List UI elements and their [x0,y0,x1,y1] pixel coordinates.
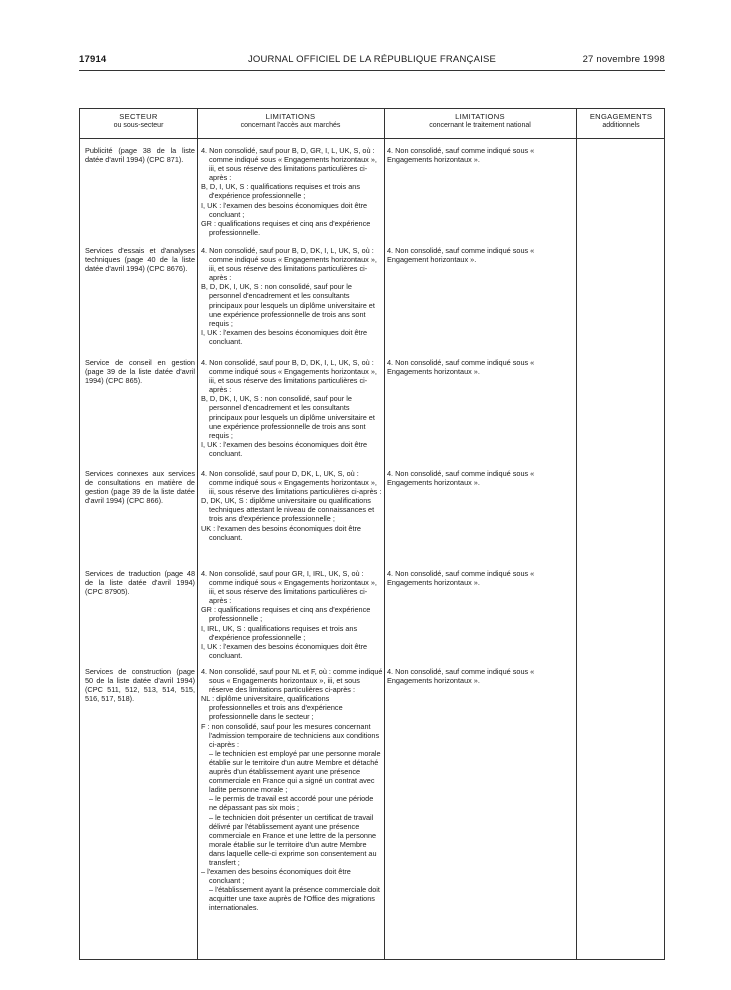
sector-cell: Service de conseil en gestion (page 39 de la liste datée d'avril 1994) (CPC 865). [85,358,195,386]
sector-cell: Services d'essais et d'analyses techniques (page 40 de la liste datée d'avril 1994) (CPC 8676). [85,246,195,274]
header-rule [79,70,665,71]
column-header-additional-commitments: ENGAGEMENTS additionnels [589,112,653,129]
schedule-table [79,108,665,960]
national-treatment-cell: 4. Non consolidé, sauf comme indiqué sous « Engagements horizontaux ». [387,358,535,377]
sector-cell: Services connexes aux services de consultations en matière de gestion (page 39 de la liste datée d'avril 1994) (CPC 866). [85,469,195,506]
national-treatment-cell: 4. Non consolidé, sauf comme indiqué sous « Engagements horizontaux ». [387,469,535,488]
market-access-cell: 4. Non consolidé, sauf pour D, DK, L, UK, S, où : comme indiqué sous « Engagements horizontaux », iii, sous réserve des limitations particulières ci-après : D, DK, UK, S : diplôme universitaire ou qualifications techniques attestant le niveau de connaissances et trois ans d'expérience professionnelle ; UK : l'examen des besoins économiques doit être concluant. [201,469,382,542]
column-header-national-treatment: LIMITATIONS concernant le traitement national [429,112,531,129]
column-divider [576,109,577,959]
market-access-cell: 4. Non consolidé, sauf pour B, D, DK, I, L, UK, S, où : comme indiqué sous « Engagements horizontaux », iii, et sous réserve des limitations particulières ci-après : B, D, DK, I, UK, S : non consolidé, sauf pour le personnel d'encadrement et les consultants principaux pour lesquels un diplôme universitaire et une expérience professionnelle de trois ans sont requis ; I, UK : l'examen des besoins économiques doit être concluant. [201,246,377,346]
header-divider [80,138,664,139]
sector-cell: Publicité (page 38 de la liste datée d'avril 1994) (CPC 871). [85,146,195,165]
journal-title: JOURNAL OFFICIEL DE LA RÉPUBLIQUE FRANÇAISE [247,54,497,65]
column-header-market-access: LIMITATIONS concernant l'accès aux marchés [240,112,341,129]
sector-cell: Services de construction (page 50 de la liste datée d'avril 1994) (CPC 511, 512, 513, 514, 515, 516, 517, 518). [85,667,195,704]
market-access-cell: 4. Non consolidé, sauf pour B, D, GR, I, L, UK, S, où : comme indiqué sous « Engagements horizontaux », iii, et sous réserve des limitations particulières ci-après : B, D, I, UK, S : qualifications requises et trois ans d'expérience professionnelle ; I, UK : l'examen des besoins économiques doit être concluant ; GR : qualifications requises et cinq ans d'expérience professionnelle. [201,146,377,237]
national-treatment-cell: 4. Non consolidé, sauf comme indiqué sous « Engagements horizontaux ». [387,667,535,686]
market-access-cell: 4. Non consolidé, sauf pour NL et F, où : comme indiqué sous « Engagements horizontaux », iii, et sous réserve des limitations particulières ci-après : NL : diplôme universitaire, qualifications professionnelles et trois ans d'expérience professionnelle dans le secteur ; F : non consolidé, sauf pour les mesures concernant l'admission temporaire de techniciens aux conditions ci-après : – le technicien est employé par une personne morale établie sur le territoire d'un autre Membre et détaché auprès d'un établissement ayant une présence commerciale en France qui a signé un contrat avec ladite personne morale ; – le permis de travail est accordé pour une période ne dépassant pas six mois ; – le technicien doit présenter un certificat de travail délivré par l'établissement ayant une présence commerciale en France et une lettre de la personne morale établie sur le territoire d'un autre Membre dans laquelle celle-ci exprime son consentement au transfert ; – l'examen des besoins économiques doit être concluant ; – l'établissement ayant la présence commerciale doit acquitter une taxe auprès de l'Office des migrations internationales. [201,667,383,913]
sector-cell: Services de traduction (page 48 de la liste datée d'avril 1994) (CPC 87905). [85,569,195,597]
page-number: 17914 [79,54,107,65]
market-access-cell: 4. Non consolidé, sauf pour GR, I, IRL, UK, S, où : comme indiqué sous « Engagements horizontaux », iii, et sous réserve des limitations particulières ci-après : GR : qualifications requises et cinq ans d'expérience professionnelle ; I, IRL, UK, S : qualifications requises et trois ans d'expérience professionnelle ; I, UK : l'examen des besoins économiques doit être concluant. [201,569,377,660]
market-access-cell: 4. Non consolidé, sauf pour B, D, DK, I, L, UK, S, où : comme indiqué sous « Engagements horizontaux », iii, et sous réserve des limitations particulières ci-après : B, D, DK, I, UK, S : non consolidé, sauf pour le personnel d'encadrement et les consultants principaux pour lesquels un diplôme universitaire et une expérience professionnelle de trois ans sont requis ; I, UK : l'examen des besoins économiques doit être concluant. [201,358,377,458]
publication-date: 27 novembre 1998 [582,54,665,65]
national-treatment-cell: 4. Non consolidé, sauf comme indiqué sous « Engagement horizontaux ». [387,246,535,265]
national-treatment-cell: 4. Non consolidé, sauf comme indiqué sous « Engagements horizontaux ». [387,569,535,588]
column-divider [384,109,385,959]
page-header [79,54,665,68]
national-treatment-cell: 4. Non consolidé, sauf comme indiqué sous « Engagements horizontaux ». [387,146,535,165]
column-header-sector: SECTEUR ou sous-secteur [113,112,164,129]
column-divider [197,109,198,959]
